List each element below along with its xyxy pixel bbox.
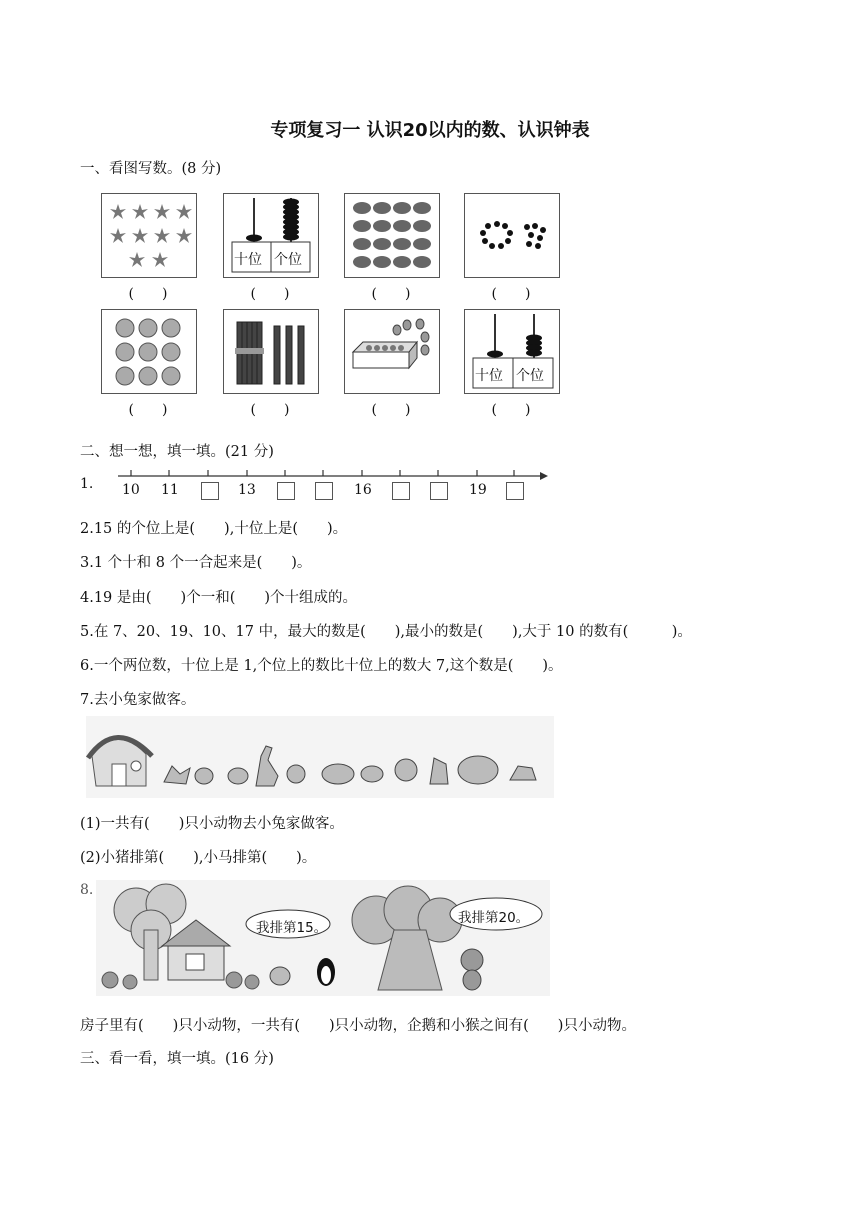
tick-label-16: 16 xyxy=(354,482,372,498)
tick-label-11: 11 xyxy=(161,482,179,498)
tens-label: 十位 xyxy=(234,252,262,268)
picture-box-egg-tray xyxy=(344,309,440,394)
question-7-2: (2)小猪排第( ),小马排第( )。 xyxy=(80,850,317,866)
tree-house-illustration xyxy=(96,880,550,996)
section2-heading: 二、想一想，填一填。(21 分) xyxy=(80,444,274,460)
numberline-blank-2[interactable] xyxy=(277,482,295,500)
answer-blank-7[interactable]: ( ) xyxy=(371,402,411,418)
picture-box-abacus-1 xyxy=(223,193,319,278)
answer-blank-5[interactable]: ( ) xyxy=(128,402,168,418)
picture-box-apples xyxy=(101,309,197,394)
question-7-1: (1)一共有( )只小动物去小兔家做客。 xyxy=(80,816,344,832)
picture-box-abacus-2 xyxy=(464,309,560,394)
numberline-blank-3[interactable] xyxy=(315,482,333,500)
question-8-label: 8. xyxy=(80,882,94,898)
speech-bubble-15: 我排第15。 xyxy=(256,920,328,936)
picture-box-dots xyxy=(464,193,560,278)
animals-queue-illustration xyxy=(86,716,554,798)
answer-blank-6[interactable]: ( ) xyxy=(250,402,290,418)
answer-blank-8[interactable]: ( ) xyxy=(491,402,531,418)
tree-house-image xyxy=(96,880,550,996)
page-title: 专项复习一 认识20以内的数、认识钟表 xyxy=(270,120,590,141)
numberline-blank-4[interactable] xyxy=(392,482,410,500)
speech-bubble-20: 我排第20。 xyxy=(458,910,530,926)
tick-label-13: 13 xyxy=(238,482,256,498)
answer-blank-2[interactable]: ( ) xyxy=(250,286,290,302)
question-8-text: 房子里有( )只小动物，一共有( )只小动物，企鹅和小猴之间有( )只小动物。 xyxy=(80,1018,636,1034)
tick-label-19: 19 xyxy=(469,482,487,498)
answer-blank-4[interactable]: ( ) xyxy=(491,286,531,302)
question-4: 4.19 是由( )个一和( )个十组成的。 xyxy=(80,590,358,606)
number-line xyxy=(118,464,548,504)
animals-queue-image xyxy=(86,716,554,798)
egg-tray-image xyxy=(345,310,439,393)
maple-leaves-image xyxy=(102,194,196,277)
question-3: 3.1 个十和 8 个一合起来是( )。 xyxy=(80,555,312,571)
numberline-blank-5[interactable] xyxy=(430,482,448,500)
tick-label-10: 10 xyxy=(122,482,140,498)
stick-bundles-image xyxy=(224,310,318,393)
apples-image xyxy=(102,310,196,393)
picture-box-leaves xyxy=(101,193,197,278)
question-5: 5.在 7、20、19、10、17 中，最大的数是( ),最小的数是( ),大于 10 的数有( )。 xyxy=(80,624,692,640)
question-7: 7.去小兔家做客。 xyxy=(80,692,196,708)
section3-heading: 三、看一看，填一填。(16 分) xyxy=(80,1051,274,1067)
picture-box-sticks xyxy=(223,309,319,394)
question-2: 2.15 的个位上是( ),十位上是( )。 xyxy=(80,521,348,537)
ones-label-2: 个位 xyxy=(516,368,544,384)
picture-box-leaf-pattern xyxy=(344,193,440,278)
answer-blank-1[interactable]: ( ) xyxy=(128,286,168,302)
dot-groups-image xyxy=(465,194,559,277)
numberline-blank-6[interactable] xyxy=(506,482,524,500)
question-1-label: 1. xyxy=(80,476,94,492)
question-6: 6.一个两位数，十位上是 1,个位上的数比十位上的数大 7,这个数是( )。 xyxy=(80,658,563,674)
ones-label: 个位 xyxy=(274,252,302,268)
tens-label-2: 十位 xyxy=(475,368,503,384)
numberline-blank-1[interactable] xyxy=(201,482,219,500)
leaves-grid-image xyxy=(345,194,439,277)
answer-blank-3[interactable]: ( ) xyxy=(371,286,411,302)
section1-heading: 一、看图写数。(8 分) xyxy=(80,161,222,177)
